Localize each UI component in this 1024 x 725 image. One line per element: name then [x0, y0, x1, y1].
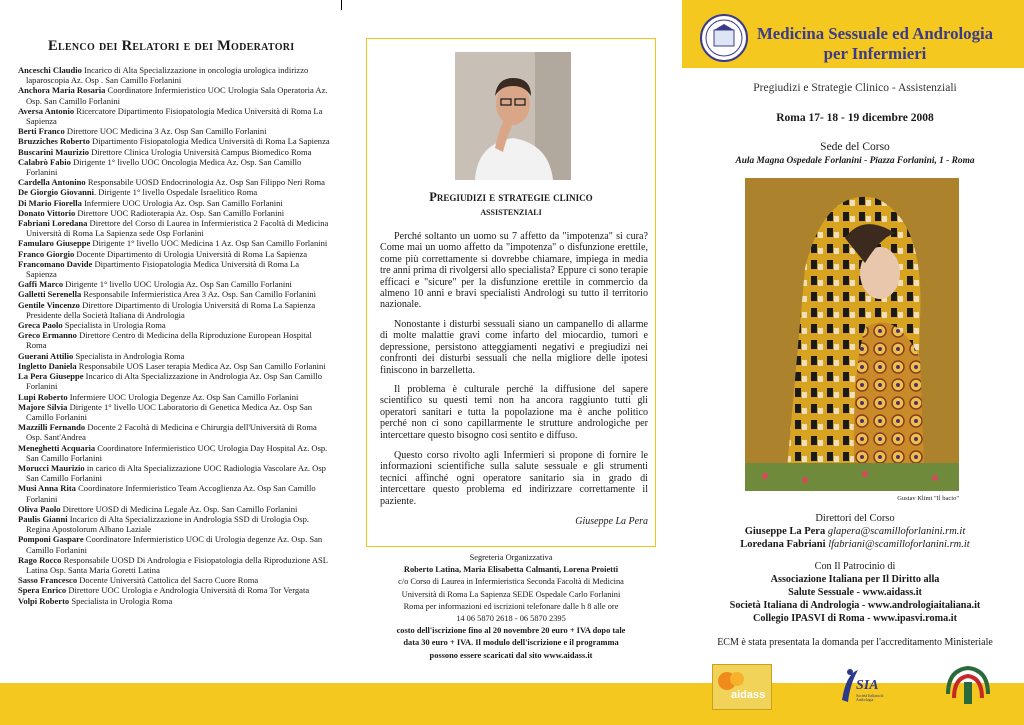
speaker-role: Direttore UOC Radioterapia Az. Osp. San Camillo Forlanini: [75, 207, 285, 218]
intro-title: [380, 190, 642, 220]
intro-paragraph-2: Nonostante i disturbi sessuali siano un campanello di allarme di molte malattie gravi come infarto del miocardio, tumori e depressione, persistono atteggiamenti negativi e pregiudizi nei confronti dei disturbi sessuali che nella migliore delle ipotesi finiscono in barzelletta.: [380, 319, 648, 376]
sia-logo-subtitle: Società Italiana di Andrologia: [856, 694, 884, 703]
speaker-entry: [18, 534, 330, 554]
speaker-name: Sasso Francesco: [18, 575, 78, 586]
speaker-name: Gaffi Marco: [18, 279, 64, 290]
speaker-name: Majore Silvia: [18, 401, 68, 412]
speaker-role: Dipartimento Fisiopatologia Medica Università di Roma La Sapienza: [89, 136, 330, 147]
speaker-name: Donato Vittorio: [18, 207, 76, 218]
speaker-name: Spera Enrico: [18, 585, 67, 596]
course-title: [744, 24, 1006, 63]
directors-label: Direttori del Corso: [815, 513, 895, 524]
secretariat-line: Roma per informazioni ed iscrizioni telefonare dalle h 8 alle ore: [403, 601, 619, 611]
speaker-role: Coordinatore Infermieristico UOC Urologia Day Hospital Az. Osp. San Camillo Forlanini: [26, 442, 328, 463]
speaker-role: Coordinatore Infermieristico UOC di Urologia degenze Az. Osp. San Camillo Forlanini: [26, 534, 323, 555]
klimt-kiss-painting: [745, 178, 959, 491]
intro-title-line1: Pregiudizi e strategie clinico: [429, 190, 593, 204]
speaker-name: Anchora Maria Rosaria: [18, 85, 106, 96]
speaker-role: Dipartimento Fisiopatologia Medica Università di Roma La Sapienza: [26, 258, 300, 280]
speaker-role: Incarico di Alta Specializzazione in Andrologia Az. Osp San Camillo Forlanini: [26, 371, 323, 392]
directors-block: [700, 512, 1010, 551]
speaker-entry: [18, 463, 330, 483]
speaker-entry: [18, 361, 330, 371]
speaker-entry: [18, 249, 330, 259]
speaker-role: . Dirigente 1° livello Ospedale Israelitico Roma: [93, 187, 258, 198]
speaker-name: Meneghetti Acquaria: [18, 442, 96, 453]
secretariat-names: Roberto Latina, Maria Elisabetta Calmanti, Lorena Proietti: [403, 565, 619, 575]
speaker-entry: [18, 585, 330, 595]
speaker-name: Bruzziches Roberto: [18, 136, 90, 147]
secretariat-fee: data 30 euro + IVA. Il modulo dell'iscrizione e il programma: [403, 638, 619, 648]
secretariat-line: Università di Roma La Sapienza SEDE Ospedale Carlo Forlanini: [401, 589, 621, 599]
speaker-entry: [18, 157, 330, 177]
speaker-role: Direttore UOSD di Medicina Legale Az. Osp. San Camillo Forlanini: [60, 503, 298, 514]
patronage-line: Società Italiana di Andrologia - www.andrologiaitaliana.it: [729, 600, 981, 611]
speaker-role: Docente 2 Facoltà di Medicina e Chirurgia dell'Università di Roma Osp. Sant'Andrea: [26, 422, 317, 443]
speaker-entry: [18, 320, 330, 330]
speaker-entry: [18, 136, 330, 146]
course-title-line1: Medicina Sessuale ed Andrologia: [756, 24, 994, 43]
speaker-name: Pomponi Gaspare: [18, 534, 84, 545]
speaker-entry: [18, 106, 330, 126]
director-1: [700, 525, 1010, 538]
speaker-name: Famularo Giuseppe: [18, 238, 91, 249]
speaker-entry: [18, 371, 330, 391]
speaker-name: Berti Franco: [18, 126, 65, 137]
speaker-entry: [18, 514, 330, 534]
speaker-name: Francomano Davide: [18, 258, 93, 269]
speaker-entry: [18, 238, 330, 248]
intro-paragraph-3: Il problema è culturale perché la diffusione del sapere scientifico su questi temi non ha ancora raggiunto tutti gli operatori sanitari e tutta la popolazione ma è anche politico perché non ci sono capillarmente le strutture andrologiche per intercettare questo bisogno così sentito e diffuso.: [380, 384, 648, 441]
secretariat-block: [366, 552, 656, 662]
speakers-list: [18, 65, 330, 606]
speaker-name: Gentile Vincenzo: [18, 299, 80, 310]
patronage-line: Collegio IPASVI di Roma - www.ipasvi.roma.it: [753, 613, 957, 624]
speaker-role: Responsabile UOSD Endocrinologia Az. Osp San Filippo Neri Roma: [85, 177, 325, 188]
speaker-role: in carico di Alta Specializzazione UOC Radiologia Vascolare Az. Osp San Camillo Forlanini: [26, 462, 326, 484]
speaker-entry: [18, 198, 330, 208]
speaker-name: Anceschi Claudio: [18, 65, 82, 75]
author-photo: [455, 52, 571, 180]
speaker-role: Docente Dipartimento di Urologia Università di Roma La Sapienza: [74, 248, 308, 259]
director-1-name: Giuseppe La Pera: [744, 526, 826, 537]
patronage-block: [700, 560, 1010, 625]
speaker-entry: [18, 351, 330, 361]
speaker-name: Fabriani Loredana: [18, 218, 88, 229]
sia-logo: [836, 664, 892, 708]
speaker-name: Volpi Roberto: [18, 595, 70, 606]
speaker-role: Direttore UOC Urologia e Andrologia Università di Roma Tor Vergata: [66, 585, 310, 596]
speaker-name: Galletti Serenella: [18, 289, 82, 300]
speaker-entry: [18, 85, 330, 105]
speaker-entry: [18, 208, 330, 218]
speakers-panel: [18, 38, 330, 606]
speaker-entry: [18, 187, 330, 197]
speaker-name: Aversa Antonio: [18, 105, 75, 116]
aidass-logo-text: aidass: [731, 689, 766, 701]
speaker-role: Infermiere UOC Urologia Az. Osp. San Camillo Forlanini: [81, 197, 283, 208]
speaker-entry: [18, 443, 330, 463]
secretariat-phone: 14 06 5870 2618 - 06 5870 2395: [456, 614, 566, 624]
speaker-role: Dirigente 1° livello UOC Medicina 1 Az. Osp San Camillo Forlanini: [90, 238, 328, 249]
speaker-role: Direttore UOC Medicina 3 Az. Osp San Camillo Forlanini: [64, 126, 267, 137]
speaker-name: Cardella Antonino: [18, 177, 86, 188]
speaker-role: Responsabile UOS Laser terapia Medica Az. Osp San Camillo Forlanini: [76, 360, 326, 371]
speaker-role: Specialista in Andrologia Roma: [73, 350, 185, 361]
speaker-role: Infermiere UOC Urologia Degenze Az. Osp San Camillo Forlanini: [67, 391, 299, 402]
speaker-role: Incarico di Alta Specializzazione in Andrologia SSD di Urologia Osp. Regina Apostolorum Albano Laziale: [26, 513, 310, 535]
speaker-name: Morucci Maurizio: [18, 462, 85, 473]
speaker-name: Oliva Paolo: [18, 503, 61, 514]
intro-paragraph-1: Perché soltanto un uomo su 7 affetto da "impotenza" si cura? Come mai un uomo affetto da "impotenza" o disfunzione erettile, come più correttamente si dovrebbe chiamare, impiega in media tre anni prima di rivolgersi allo specialista? Eppure ci sono terapie efficaci e "sicure" per la disfunzione erettile in commercio da almeno 10 anni e bravi specialisti Andrologi su tutto il territorio nazionale.: [380, 231, 648, 311]
painting-caption: Gustav Klimt "Il bacio": [897, 495, 959, 502]
speaker-name: Lupi Roberto: [18, 391, 68, 402]
speaker-entry: [18, 65, 330, 85]
patronage-line: Associazione Italiana per Il Diritto alla: [770, 574, 940, 585]
speaker-entry: [18, 504, 330, 514]
speaker-role: Direttore Centro di Medicina della Riproduzione European Hospital Roma: [26, 330, 312, 351]
speaker-role: Specialista in Urologia Roma: [62, 320, 166, 331]
speaker-name: Di Mario Fiorella: [18, 197, 82, 208]
secretariat-fee: costo dell'iscrizione fino al 20 novembre 20 euro + IVA dopo tale: [396, 626, 626, 636]
speaker-entry: [18, 402, 330, 422]
course-subtitle: Pregiudizi e Strategie Clinico - Assistenziali: [753, 82, 957, 94]
speakers-title: Elenco dei Relatori e dei Moderatori: [48, 38, 295, 54]
sia-logo-text: SIA: [856, 678, 879, 693]
speaker-entry: [18, 147, 330, 157]
director-1-email[interactable]: glapera@scamilloforlanini.rm.it: [827, 526, 966, 537]
speaker-entry: [18, 126, 330, 136]
speaker-entry: [18, 259, 330, 279]
university-seal-logo: [700, 14, 748, 62]
speaker-name: Musi Anna Rita: [18, 483, 76, 494]
speaker-entry: [18, 392, 330, 402]
speaker-entry: [18, 289, 330, 299]
intro-title-line2: assistenziali: [480, 206, 542, 218]
speaker-role: Ricercatore Dipartimento Fisiopatologia Medica Università di Roma La Sapienza: [26, 105, 323, 127]
speaker-entry: [18, 300, 330, 320]
speaker-entry: [18, 555, 330, 575]
intro-paragraph-4: Questo corso rivolto agli Infermieri si propone di fornire le informazioni scientifiche sulla salute sessuale e gli strumenti tecnici affinché ogni operatore sanitario sia in grado di intercettare questo problema ed indirizzare correttamente il paziente.: [380, 450, 648, 507]
speaker-role: Responsabile UOSD Di Andrologia e Fisiopatologia della Riproduzione ASL Latina Osp. Santa Maria Goretti Latina: [26, 554, 328, 575]
speaker-name: Greco Ermanno: [18, 330, 77, 341]
speaker-role: Dirigente 1° livello UOC Urologia Az. Osp San Camillo Forlanini: [63, 279, 292, 290]
director-2-name: Loredana Fabriani: [740, 539, 826, 550]
speaker-entry: [18, 596, 330, 606]
speaker-name: De Giorgio Giovanni: [18, 187, 94, 198]
signature: Giuseppe La Pera: [575, 516, 648, 527]
venue-address: Aula Magna Ospedale Forlanini - Piazza Forlanini, 1 - Roma: [735, 156, 975, 166]
speaker-entry: [18, 483, 330, 503]
speaker-role: Direttore del Corso di Laurea in Infermieristica 2 Facoltà di Medicina Università di Roma La Sapienza sede Osp Forlanini: [26, 218, 329, 239]
speaker-entry: [18, 575, 330, 585]
speaker-role: Responsabile Infermieristica Area 3 Az. Osp. San Camillo Forlanini: [81, 289, 316, 300]
speaker-entry: [18, 218, 330, 238]
patronage-line: Salute Sessuale - www.aidass.it: [788, 587, 922, 598]
speaker-role: Direttore Dipartimento di Urologia Università di Roma La Sapienza Presidente della Società Italiana di Andrologia: [26, 299, 316, 320]
secretariat-website: possono essere scaricati dal sito www.aidass.it: [429, 650, 593, 660]
speaker-name: Greca Paolo: [18, 320, 63, 331]
speaker-entry: [18, 279, 330, 289]
speaker-name: Guerani Attilio: [18, 350, 74, 361]
speaker-role: Coordinatore Infermieristico UOC Urologia Sala Operatoria Az. Osp. San Camillo Forlanini: [26, 85, 328, 106]
secretariat-line: c/o Corso di Laurea in Infermieristica Seconda Facoltà di Medicina: [398, 577, 624, 587]
speaker-name: Buscarini Maurizio: [18, 146, 89, 157]
director-2: [700, 538, 1010, 551]
ecm-note: ECM è stata presentata la domanda per l'accreditamento Ministeriale: [717, 637, 993, 648]
venue-label: Sede del Corso: [820, 141, 890, 153]
speaker-role: Coordinatore Infermieristico Team Accoglienza Az. Osp San Camillo Forlanini: [26, 483, 316, 504]
speaker-role: Docente Università Cattolica del Sacro Cuore Roma: [77, 575, 259, 586]
speaker-name: Franco Giorgio: [18, 248, 75, 259]
speaker-entry: [18, 177, 330, 187]
speaker-role: Direttore Clinica Urologia Università Campus Biomedico Roma: [88, 146, 312, 157]
speaker-role: Specialista in Urologia Roma: [69, 595, 173, 606]
course-title-line2: per Infermieri: [823, 43, 927, 63]
fold-mark: [341, 0, 342, 10]
secretariat-label: Segreteria Organizzativa: [469, 553, 553, 562]
speaker-role: Dirigente 1° livello UOC Laboratorio di Genetica Medica Az. Osp San Camillo Forlanini: [26, 401, 313, 422]
speaker-name: La Pera Giuseppe: [18, 371, 84, 382]
speaker-role: Incarico di Alta Specializzazione in oncologia urologica indirizzo laparoscopia Az. Osp . San Camillo Forlanini: [26, 65, 309, 86]
aidass-logo: [712, 664, 772, 710]
speaker-name: Calabrò Fabio: [18, 156, 71, 167]
speaker-entry: [18, 330, 330, 350]
director-2-email[interactable]: lfabriani@scamilloforlanini.rm.it: [828, 539, 970, 550]
patronage-label: Con Il Patrocinio di: [814, 561, 896, 572]
ipasvi-logo: [944, 664, 992, 708]
speaker-role: Dirigente 1° livello UOC Oncologia Medica Az. Osp. San Camillo Forlanini: [26, 156, 302, 178]
speaker-name: Rago Rocco: [18, 554, 62, 565]
speaker-name: Ingletto Daniela: [18, 360, 77, 371]
speaker-entry: [18, 422, 330, 442]
speaker-name: Mazzilli Fernando: [18, 422, 86, 433]
speaker-name: Paulis Gianni: [18, 513, 68, 524]
course-dates: Roma 17- 18 - 19 dicembre 2008: [776, 112, 934, 124]
